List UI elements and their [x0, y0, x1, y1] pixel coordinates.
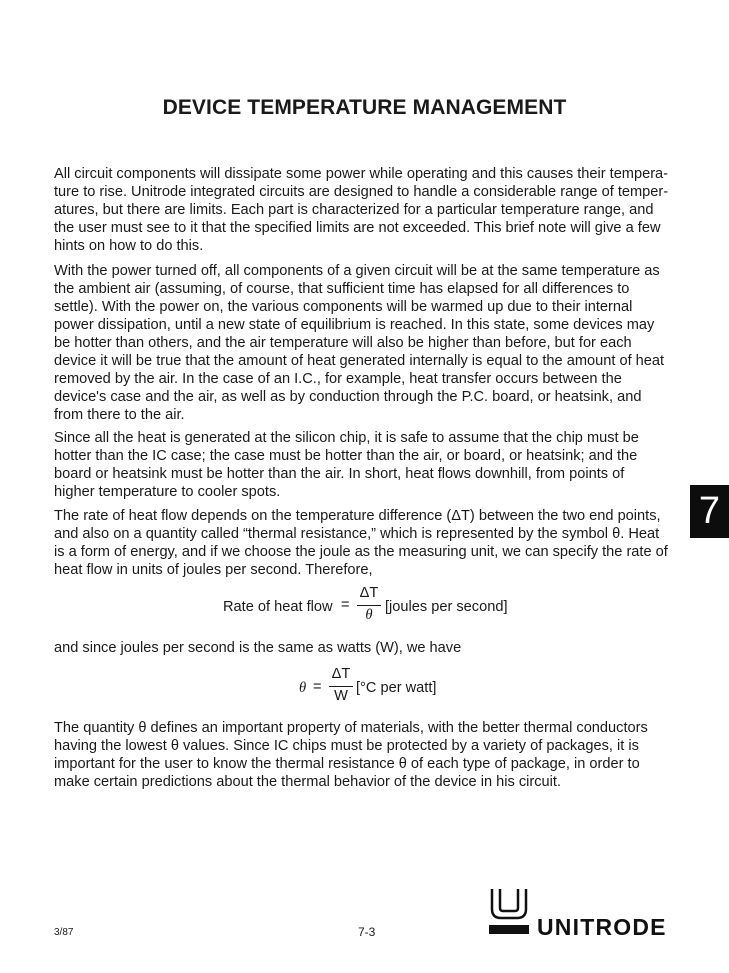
fraction-bar	[329, 686, 353, 687]
text-line: the user must see to it that the specified limits are not exceeded. This brief note will give a few	[54, 220, 661, 236]
section-tab: 7	[690, 485, 729, 538]
text-line: heat flow in units of joules per second. Therefore,	[54, 562, 373, 578]
paragraph-intro	[54, 165, 686, 255]
equals-sign: =	[341, 597, 350, 613]
text-line: The quantity θ defines an important property of materials, with the better thermal conductors	[54, 720, 648, 736]
equation-units: [joules per second]	[385, 599, 508, 615]
paragraph-heat-flow	[54, 429, 686, 501]
text-line: from there to the air.	[54, 407, 185, 423]
text-line: The rate of heat flow depends on the temperature difference (ΔT) between the two end points,	[54, 508, 661, 524]
page-title: DEVICE TEMPERATURE MANAGEMENT	[162, 96, 567, 119]
text-line: having the lowest θ values. Since IC chips must be protected by a variety of packages, it is	[54, 738, 639, 754]
equation-lhs: Rate of heat flow	[223, 599, 333, 615]
equation-units: [°C per watt]	[356, 680, 437, 696]
fraction-numerator: ΔT	[359, 585, 379, 601]
text-line: settle). With the power on, the various components will be warmed up due to their internal	[54, 299, 633, 315]
equals-sign: =	[313, 679, 322, 695]
page-number: 7-3	[358, 925, 376, 939]
footer-date: 3/87	[54, 927, 74, 938]
text-line: power dissipation, until a new state of equilibrium is reached. In this state, some devices may	[54, 317, 655, 333]
fraction-bar	[357, 605, 381, 606]
paragraph-quantity	[54, 719, 686, 791]
paragraph-thermal-resistance	[54, 507, 686, 579]
text-line: device it will be true that the amount of heat generated internally is equal to the amount of heat	[54, 353, 665, 369]
text-line: hints on how to do this.	[54, 238, 204, 254]
text-line: important for the user to know the thermal resistance θ of each type of package, in order to	[54, 756, 640, 772]
fraction-denominator: θ	[365, 607, 373, 623]
text-line: All circuit components will dissipate some power while operating and this causes their tempera-	[54, 166, 669, 182]
text-line: With the power turned off, all components of a given circuit will be at the same temperature as	[54, 263, 660, 279]
fraction-denominator: W	[334, 688, 348, 704]
text-line: higher temperature to cooler spots.	[54, 484, 281, 500]
paragraph-watts: and since joules per second is the same as watts (W), we have	[54, 640, 462, 656]
text-line: atures, but there are limits. Each part is characterized for a particular temperature range, and	[54, 202, 654, 218]
paragraph-equilibrium	[54, 262, 686, 424]
fraction	[329, 668, 353, 708]
fraction-numerator: ΔT	[331, 666, 351, 682]
text-line: the ambient air (assuming, of course, that sufficient time has elapsed for all differences to	[54, 281, 630, 297]
logo-bar	[489, 925, 529, 934]
unitrode-logo-icon	[489, 888, 529, 920]
text-line: hotter than the IC case; the case must be hotter than the air, or board, or heatsink; and the	[54, 448, 638, 464]
text-line: board or heatsink must be hotter than the air. In short, heat flows downhill, from points of	[54, 466, 625, 482]
logo-wordmark: UNITRODE	[537, 914, 667, 940]
fraction	[357, 587, 381, 627]
text-line: make certain predictions about the thermal behavior of the device in his circuit.	[54, 774, 561, 790]
equation-lhs: θ	[299, 680, 307, 696]
text-line: removed by the air. In the case of an I.C., for example, heat transfer occurs between the	[54, 371, 622, 387]
text-line: be hotter than others, and the air temperature will also be higher than before, but for each	[54, 335, 632, 351]
text-line: ture to rise. Unitrode integrated circuits are designed to handle a considerable range of temper-	[54, 184, 669, 200]
text-line: device's case and the air, as well as by conduction through the P.C. board, or heatsink, and	[54, 389, 642, 405]
text-line: and also on a quantity called “thermal resistance,” which is represented by the symbol θ. Heat	[54, 526, 660, 542]
text-line: is a form of energy, and if we choose the joule as the measuring unit, we can specify the rate of	[54, 544, 668, 560]
text-line: Since all the heat is generated at the silicon chip, it is safe to assume that the chip must be	[54, 430, 639, 446]
